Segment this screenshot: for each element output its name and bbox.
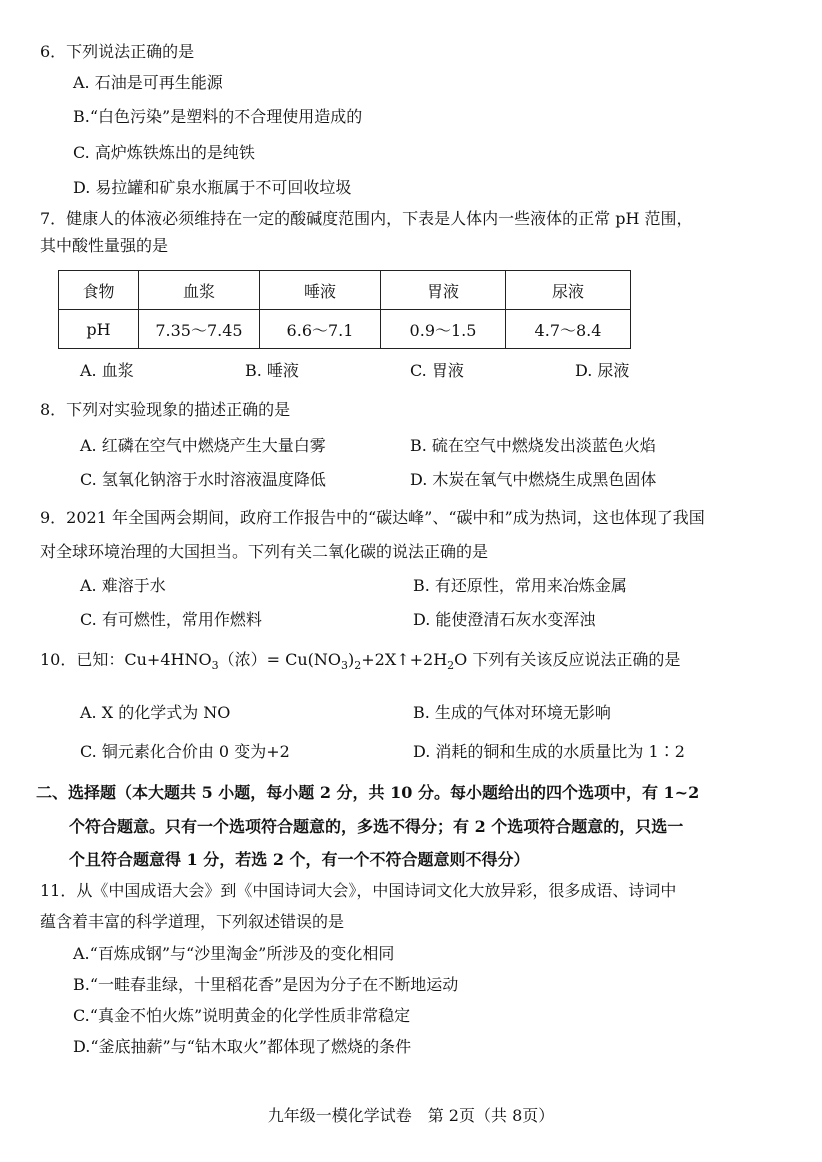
q7-option-b: B. 唾液 <box>245 361 299 380</box>
table-cell: 6.6～7.1 <box>260 310 381 349</box>
q11-option-b: B.“一畦春韭绿，十里稻花香”是因为分子在不断地运动 <box>73 975 459 994</box>
q9-stem-line2: 对全球环境治理的大国担当。下列有关二氧化碳的说法正确的是 <box>40 542 489 561</box>
table-header-cell: 食物 <box>59 271 139 310</box>
q8-option-a: A. 红磷在空气中燃烧产生大量白雾 <box>80 436 326 455</box>
q10-stem-part: O 下列有关该反应说法正确的是 <box>454 650 681 669</box>
q10-option-d: D. 消耗的铜和生成的水质量比为 1∶2 <box>413 742 685 761</box>
section2-heading-line2: 个符合题意。只有一个选项符合题意的，多选不得分；有 2 个选项符合题意的，只选一 <box>69 817 684 836</box>
subscript: 2 <box>354 659 362 673</box>
q10-option-a: A. X 的化学式为 NO <box>80 703 231 722</box>
q6-option-a: A. 石油是可再生能源 <box>73 73 223 92</box>
q11-option-d: D.“釜底抽薪”与“钻木取火”都体现了燃烧的条件 <box>73 1037 412 1056</box>
table-header-row <box>59 271 631 310</box>
q11-stem-line1: 11．从《中国成语大会》到《中国诗词大会》，中国诗词文化大放异彩，很多成语、诗词中 <box>40 881 677 900</box>
q6-option-d: D. 易拉罐和矿泉水瓶属于不可回收垃圾 <box>73 178 352 197</box>
table-cell: 0.9～1.5 <box>381 310 506 349</box>
q8-option-c: C. 氢氧化钠溶于水时溶液温度降低 <box>80 470 326 489</box>
q7-stem-line2: 其中酸性量强的是 <box>40 236 169 255</box>
section2-heading-line3: 个且符合题意得 1 分，若选 2 个，有一个不符合题意则不得分） <box>69 850 530 869</box>
q6-option-b: B.“白色污染”是塑料的不合理使用造成的 <box>73 107 363 126</box>
q8-option-d: D. 木炭在氧气中燃烧生成黑色固体 <box>410 470 657 489</box>
table-header-cell: 血浆 <box>139 271 260 310</box>
q6-stem: 6．下列说法正确的是 <box>40 42 195 61</box>
subscript: 3 <box>211 659 219 673</box>
q10-option-b: B. 生成的气体对环境无影响 <box>413 703 611 722</box>
table-cell: 4.7～8.4 <box>506 310 631 349</box>
ph-table <box>58 270 631 349</box>
subscript: 2 <box>447 659 455 673</box>
q9-option-c: C. 有可燃性，常用作燃料 <box>80 610 262 629</box>
q10-stem-part: +2X↑+2H <box>361 650 448 669</box>
q10-stem <box>40 650 681 673</box>
table-header-cell: 唾液 <box>260 271 381 310</box>
q6-option-c: C. 高炉炼铁炼出的是纯铁 <box>73 143 255 162</box>
table-header-cell: 尿液 <box>506 271 631 310</box>
q9-option-a: A. 难溶于水 <box>80 576 166 595</box>
table-cell: pH <box>59 310 139 349</box>
q10-option-c: C. 铜元素化合价由 0 变为+2 <box>80 742 290 761</box>
table-header-cell: 胃液 <box>381 271 506 310</box>
q11-stem-line2: 蕴含着丰富的科学道理，下列叙述错误的是 <box>40 912 345 931</box>
q7-option-a: A. 血浆 <box>80 361 134 380</box>
q11-option-c: C.“真金不怕火炼”说明黄金的化学性质非常稳定 <box>73 1006 411 1025</box>
table-cell: 7.35～7.45 <box>139 310 260 349</box>
section2-heading-line1: 二、选择题（本大题共 5 小题，每小题 2 分，共 10 分。每小题给出的四个选项中，有 1~2 <box>36 783 700 802</box>
table-row <box>59 310 631 349</box>
q9-stem-line1: 9．2021 年全国两会期间，政府工作报告中的“碳达峰”、“碳中和”成为热词，这也体现了我国 <box>40 508 705 527</box>
q7-stem-line1: 7．健康人的体液必须维持在一定的酸碱度范围内，下表是人体内一些液体的正常 pH 范围， <box>40 209 693 228</box>
q10-stem-part: ) <box>347 650 355 669</box>
q10-stem-part: （浓）= Cu(NO <box>218 650 341 669</box>
q9-option-b: B. 有还原性，常用来冶炼金属 <box>413 576 627 595</box>
q8-option-b: B. 硫在空气中燃烧发出淡蓝色火焰 <box>410 436 656 455</box>
q7-option-d: D. 尿液 <box>575 361 630 380</box>
q7-option-c: C. 胃液 <box>410 361 464 380</box>
q9-option-d: D. 能使澄清石灰水变浑浊 <box>413 610 596 629</box>
subscript: 3 <box>340 659 348 673</box>
page-footer: 九年级一模化学试卷 第 2页（共 8页） <box>267 1106 555 1125</box>
q11-option-a: A.“百炼成钢”与“沙里淘金”所涉及的变化相同 <box>73 944 395 963</box>
q10-stem-part: 10．已知：Cu+4HNO <box>40 650 212 669</box>
q8-stem: 8．下列对实验现象的描述正确的是 <box>40 400 291 419</box>
